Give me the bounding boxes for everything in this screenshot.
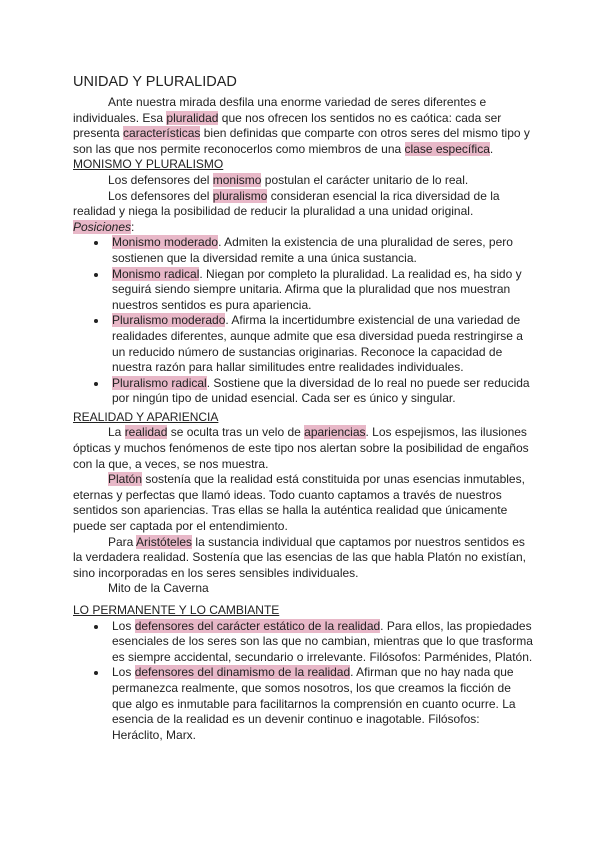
highlight: defensores del carácter estático de la realidad [134, 618, 381, 633]
highlight: características [123, 126, 201, 141]
text-run: Los defensores del [108, 172, 213, 187]
list-item [108, 267, 533, 314]
text-run: Los [112, 618, 135, 633]
text-run: bien definidas que comparte con otros seres del mismo tipo y son las que nos permite reconocerlos como miembros de una [73, 126, 530, 156]
realidad-paragraph [73, 425, 533, 472]
list-item [108, 376, 533, 407]
list-item [108, 619, 533, 666]
highlight: realidad [124, 425, 168, 440]
highlight: Pluralismo moderado [112, 313, 226, 328]
intro-paragraph [73, 95, 533, 157]
highlight: apariencias [304, 425, 366, 440]
highlight: Pluralismo radical [112, 375, 207, 390]
platon-paragraph [73, 472, 533, 534]
text-run: la sustancia individual que captamos por nuestros sentidos es la verdadera realidad. Sostenía que las esencias de las que habla Platón no existían, sino incorporadas en los seres sensibles individuales. [73, 534, 526, 580]
pluralismo-paragraph [73, 189, 533, 220]
list-item [108, 235, 533, 266]
text-run: . Los espejismos, las ilusiones ópticas y muchos fenómenos de este tipo nos alertan sobre la posibilidad de engaños con la que, a veces, se nos muestra. [73, 425, 529, 471]
highlight: pluralidad [166, 110, 219, 125]
highlight: Platón [108, 472, 143, 487]
section-heading-realidad: REALIDAD Y APARIENCIA [73, 409, 219, 424]
highlight: Monismo moderado [112, 235, 219, 250]
highlight: monismo [212, 172, 262, 187]
list-item [108, 313, 533, 375]
text-run: . [489, 141, 494, 156]
text-run: : [131, 219, 135, 234]
highlight: Posiciones [73, 219, 132, 234]
posiciones-list [73, 235, 533, 407]
text-run: . Niegan por completo la pluralidad. La realidad es, ha sido y seguirá siendo siempre unitaria. Afirma que la pluralidad que nos muestran nuestros sentidos es pura apariencia. [112, 266, 522, 312]
text-run: La [108, 425, 125, 440]
text-run: consideran esencial la rica diversidad de la realidad y niega la posibilidad de reducir la pluralidad a una unidad original. [73, 188, 500, 219]
text-run: Ante nuestra mirada desfila una enorme variedad de seres diferentes e individuales. Esa [73, 95, 487, 125]
text-run: postulan el carácter unitario de lo real. [261, 172, 469, 187]
page-title: UNIDAD Y PLURALIDAD [73, 74, 237, 90]
text-run: . Para ellos, las propiedades esenciales de los seres son las que no cambian, mientras que lo que trasforma es siempre accidental, secundario o irrelevante. Filósofos: Parménides, Platón. [112, 618, 533, 664]
aristoteles-paragraph [73, 535, 533, 582]
text-run: Los [112, 665, 135, 680]
highlight: pluralismo [212, 188, 268, 203]
text-run: . Afirma la incertidumbre existencial de una variedad de realidades diferentes, aunque admite que esa diversidad pueda restringirse a un reducido número de sustancias originarias. Reconoce la capacidad de nuestra razón para hallar similitudes entre realidades individuales. [112, 313, 523, 375]
text-run: se oculta tras un velo de [167, 425, 305, 440]
section-heading-monismo: MONISMO Y PLURALISMO [73, 157, 224, 172]
posiciones-label [73, 220, 533, 236]
document-body [73, 73, 533, 743]
text-run: Para [108, 534, 137, 549]
list-item [108, 665, 533, 743]
text-run: . Sostiene que la diversidad de lo real no puede ser reducida por ningún tipo de unidad esencial. Cada ser es único y singular. [112, 375, 530, 406]
section-heading-permanente: LO PERMANENTE Y LO CAMBIANTE [73, 603, 280, 617]
permanente-list [73, 619, 533, 744]
monismo-paragraph [73, 173, 533, 189]
text-run: . Afirman que no hay nada que permanezca realmente, que somos nosotros, los que creamos la ficción de que algo es inmutable para facilitarnos la comprensión en cuanto ocurre. La esencia de la realidad es un devenir continuo e inagotable. Filósofos: Heráclito, Marx. [112, 665, 516, 742]
mito-caverna: Mito de la Caverna [108, 581, 209, 596]
highlight: clase específica [404, 141, 490, 156]
highlight: Monismo radical [112, 266, 200, 281]
highlight: defensores del dinamismo de la realidad [134, 665, 351, 680]
text-run: . Admiten la existencia de una pluralidad de seres, pero sostienen que la diversidad remite a una única sustancia. [112, 235, 513, 265]
text-run: Los defensores del [108, 188, 213, 203]
text-run: sostenía que la realidad está constituida por unas esencias inmutables, eternas y perfectas que llamó ideas. Todo cuanto captamos a través de nuestros sentidos son apariencias. Tras ellas se halla la auténtica realidad que únicamente puede ser captada por el entendimiento. [73, 472, 525, 534]
text-run: que nos ofrecen los sentidos no es caótica: cada ser presenta [73, 110, 502, 141]
highlight: Aristóteles [136, 534, 193, 549]
